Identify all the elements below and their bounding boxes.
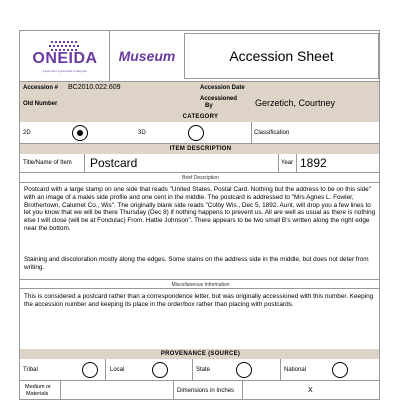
- title-value: Postcard: [90, 156, 138, 170]
- misc-info-label: Miscellaneous Information: [20, 279, 380, 289]
- divider: [105, 359, 106, 380]
- old-number-label: Old Number: [23, 101, 58, 107]
- provenance-state-label: State: [196, 367, 211, 373]
- provenance-tribal-label: Tribal: [23, 367, 38, 373]
- item-description-heading: ITEM DESCRIPTION: [20, 144, 380, 154]
- oneida-logo: [20, 31, 110, 81]
- divider: [278, 154, 279, 172]
- logo-tagline: A good mind. A good heart. A strong fire.: [42, 70, 88, 73]
- category-2d-label: 2D: [23, 130, 31, 136]
- divider: [280, 359, 281, 380]
- divider: [296, 154, 297, 172]
- year-label: Year: [281, 160, 294, 166]
- provenance-tribal-radio[interactable]: [82, 362, 98, 378]
- classification-label: Classification: [254, 130, 290, 136]
- dimensions-label: Dimensions in Inches: [177, 388, 235, 394]
- provenance-state-radio[interactable]: [236, 362, 252, 378]
- accessioned-by-label: Accessioned: [200, 96, 238, 102]
- selected-dot-icon: [77, 130, 83, 136]
- provenance-national-radio[interactable]: [332, 362, 348, 378]
- brief-description-label: Brief Description: [20, 173, 380, 183]
- category-3d-radio[interactable]: [188, 125, 204, 141]
- misc-info-text: This is considered a postcard rather than a correspondence letter, but was originally accessioned with this number. Keeping the accession number and keeping its place in the order/box rather than placing with postcards.: [24, 293, 374, 308]
- medium-label-2: Materials: [26, 391, 49, 397]
- provenance-local-radio[interactable]: [152, 362, 168, 378]
- divider: [192, 359, 193, 380]
- accession-date-label: Accession Date: [200, 85, 245, 91]
- title-label: Title/Name of Item: [23, 160, 72, 166]
- title-row: [20, 154, 380, 173]
- brief-description-text-2: Staining and discoloration mostly along the edges. Some stains on the address side in the middle, but does not deter from writing.: [24, 256, 369, 271]
- provenance-national-label: National: [284, 367, 307, 373]
- provenance-heading: PROVENANCE (SOURCE): [20, 349, 380, 359]
- year-value: 1892: [300, 156, 327, 170]
- accession-number-value: BC2010.022.609: [68, 84, 121, 91]
- category-row: [20, 122, 380, 144]
- accession-number-label: Accession #: [23, 85, 59, 91]
- sheet-header: [20, 31, 380, 81]
- divider: [84, 154, 85, 172]
- museum-label: Museum: [118, 48, 176, 64]
- medium-label: Medium or: [25, 384, 51, 390]
- category-2d-radio[interactable]: [72, 125, 88, 141]
- accession-sheet: [19, 30, 380, 400]
- dimensions-value: X: [308, 387, 313, 394]
- medium-row: [20, 381, 380, 400]
- accessioned-by-value: Gerzetich, Courtney: [255, 98, 336, 108]
- divider: [251, 122, 252, 143]
- divider: [242, 381, 243, 400]
- brief-description-text: Postcard with a large stamp on one side that reads "United States, Postal Card. Nothing but the address to be on this side" with an image of a males side profile and one cent in the middle. The postcard is addressed to "Mrs Agnes L. Fowler, Brothertown, Calumet Co., Wis". The originally blank side reads "Colby Wis., Dec 5, 1892. Aunt, will drop you a few lines to let you know that we will be there Thursday (Dec 8) if nothing happens to prevent us. All are well as usual as there is nothing else I will close (will be at Fondulac) From. Hattie Johnson". There appears to be two small B's written along the right edge near the bottom.: [24, 186, 376, 232]
- divider: [173, 381, 174, 400]
- category-heading: CATEGORY: [20, 112, 380, 122]
- divider: [60, 381, 61, 400]
- accessioned-by-label-2: By: [205, 103, 213, 109]
- info-band: [20, 81, 380, 112]
- category-3d-label: 3D: [138, 130, 146, 136]
- logo-text: ONEIDA: [32, 50, 98, 67]
- provenance-local-label: Local: [110, 367, 125, 373]
- sheet-title: Accession Sheet: [184, 33, 379, 79]
- provenance-row: [20, 359, 380, 381]
